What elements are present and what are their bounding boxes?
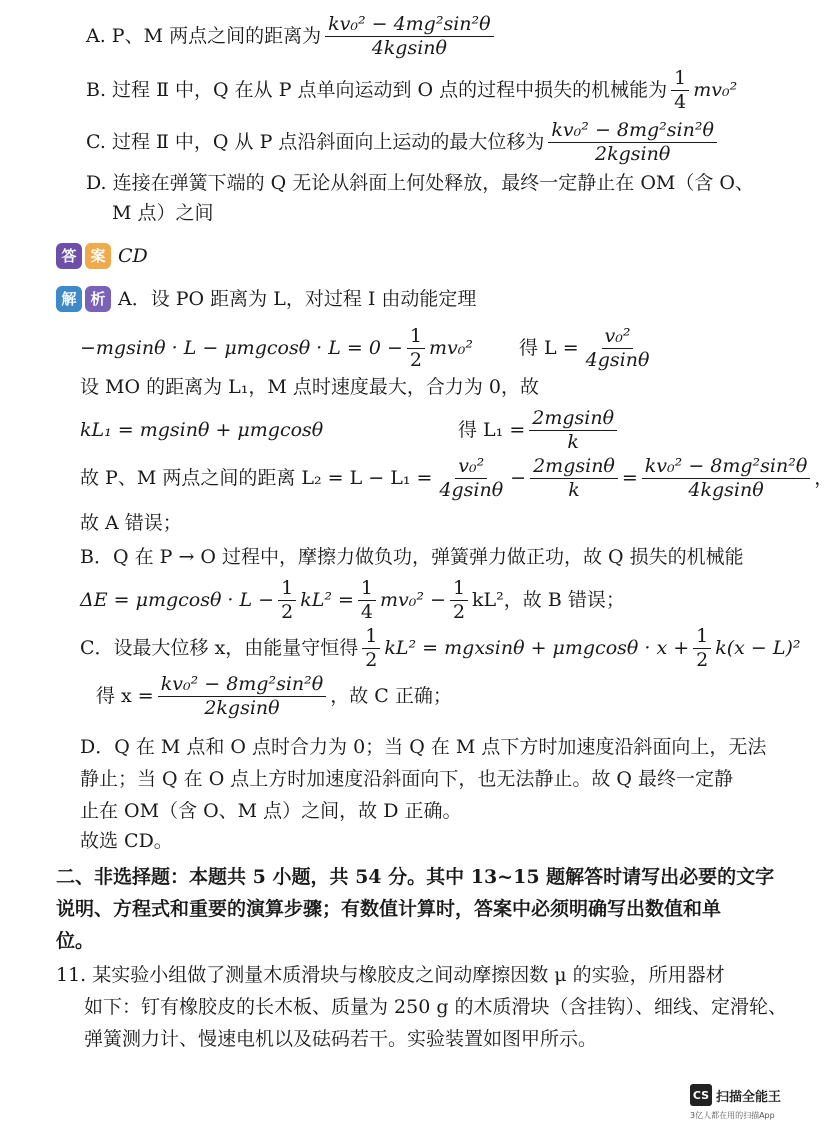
option-d-line1: D. 连接在弹簧下端的 Q 无论从斜面上何处释放，最终一定静止在 OM（含 O、 [86, 172, 754, 194]
analysis-line: 得 x = $\frac{\text{kv₀² − 8mg²sin²θ}}{2kgsin\theta}$ ，故 C 正确； [96, 673, 452, 719]
fraction: $\frac{2mgsin\theta}{k}$ [529, 408, 617, 453]
analysis-line: 故 A 错误； [80, 512, 182, 534]
question-11: 如下：钉有橡胶皮的长木板、质量为 250 g 的木质滑块（含挂钩）、细线、定滑轮、 [84, 996, 788, 1018]
fraction: $\frac{1}{2}$ [450, 578, 468, 623]
answer-row [56, 243, 148, 269]
analysis-line: 止在 OM（含 O、M 点）之间，故 D 正确。 [80, 800, 462, 822]
fraction: $\frac{1}{2}$ [693, 626, 711, 671]
option-a: A. P、M 两点之间的距离为 $\frac{\text{kv₀² − 4mg²sin²θ}}{4kgsin\theta}$ [86, 14, 498, 59]
fraction: $\frac{\text{v₀²}}{4gsin\theta}$ [585, 325, 650, 371]
scanner-watermark: CS 扫描全能王 [690, 1084, 781, 1106]
section-heading: 位。 [56, 930, 95, 952]
question-11: 弹簧测力计、慢速电机以及砝码若干。实验装置如图甲所示。 [84, 1028, 598, 1050]
fraction: $\frac{\text{kv₀² − 8mg²sin²θ}}{2kgsin\theta}$ [548, 120, 716, 165]
fraction: $\frac{\text{kv₀² − 8mg²sin²θ}}{2kgsin\theta}$ [158, 674, 326, 719]
answer-value: CD [118, 244, 148, 267]
fraction: $\frac{\text{kv₀² − 8mg²sin²θ}}{4kgsin\theta}$ [642, 456, 810, 501]
analysis-line: 解 析 A．设 PO 距离为 L，对过程 Ⅰ 由动能定理 [56, 286, 476, 312]
analysis-line: ΔE = μmgcosθ · L − $\frac{1}{2}$ kL² = $\frac{1}{4}$ mv₀² − $\frac{1}{2}$ kL²，故 B 错误； [80, 577, 625, 623]
section-heading: 说明、方程式和重要的演算步骤；有数值计算时，答案中必须明确写出数值和单 [56, 898, 722, 920]
fraction: $\frac{1}{2}$ [362, 626, 380, 671]
question-11: 11. 某实验小组做了测量木质滑块与橡胶皮之间动摩擦因数 μ 的实验，所用器材 [56, 964, 725, 986]
fraction: $\frac{1}{2}$ [278, 578, 296, 623]
option-d-line2: M 点）之间 [112, 202, 214, 224]
fraction: $\frac{1}{4}$ [358, 578, 376, 623]
analysis-badge: 解 [56, 286, 82, 312]
analysis-line: 故选 CD。 [80, 830, 173, 852]
option-b: B. 过程 Ⅱ 中，Q 在从 P 点单向运动到 O 点的过程中损失的机械能为 $\frac{1}{4}$ mv₀² [86, 67, 738, 113]
camscanner-icon: CS [690, 1084, 712, 1106]
answer-badge: 案 [85, 243, 111, 269]
watermark-subtitle: 3亿人都在用的扫描App [690, 1111, 775, 1120]
fraction: $\frac{\text{v₀²}}{4gsin\theta}$ [439, 455, 504, 501]
analysis-badge: 析 [85, 286, 111, 312]
analysis-line: 故 P、M 两点之间的距离 L₂ = L − L₁ = $\frac{\text{v₀²}}{4gsin\theta}$ − $\frac{2mgsin\theta}{k}$ = $\frac{\text{kv₀² − 8mg²sin²θ}}{4kgsin\theta}$ ， [80, 455, 833, 501]
fraction: $\frac{2mgsin\theta}{k}$ [530, 456, 618, 501]
fraction: $\frac{\text{kv₀² − 4mg²sin²θ}}{4kgsin\theta}$ [325, 14, 493, 59]
answer-badge: 答 [56, 243, 82, 269]
section-heading: 二、非选择题：本题共 5 小题，共 54 分。其中 13~15 题解答时请写出必要的文字 [56, 866, 775, 888]
analysis-line: kL₁ = mgsinθ + μmgcosθ 得 L₁ = $\frac{2mgsin\theta}{k}$ [80, 408, 621, 453]
analysis-line: −mgsinθ · L − μmgcosθ · L = 0 − $\frac{1}{2}$ mv₀² 得 L = $\frac{\text{v₀²}}{4gsin\theta}$ [80, 326, 656, 371]
analysis-line: B．Q 在 P → O 过程中，摩擦力做负功，弹簧弹力做正功，故 Q 损失的机械能 [80, 546, 744, 568]
option-c: C. 过程 Ⅱ 中，Q 从 P 点沿斜面向上运动的最大位移为 $\frac{\text{kv₀² − 8mg²sin²θ}}{2kgsin\theta}$ [86, 120, 721, 165]
fraction: $\frac{1}{4}$ [671, 68, 689, 113]
fraction: $\frac{1}{2}$ [407, 326, 425, 371]
analysis-line: C．设最大位移 x，由能量守恒得 $\frac{1}{2}$ kL² = mgxsinθ + μmgcosθ · x + $\frac{1}{2}$ k(x − L)² [80, 625, 801, 671]
analysis-line: D．Q 在 M 点和 O 点时合力为 0；当 Q 在 M 点下方时加速度沿斜面向上，无法 [80, 736, 767, 758]
analysis-line: 静止；当 Q 在 O 点上方时加速度沿斜面向下，也无法静止。故 Q 最终一定静 [80, 768, 733, 790]
analysis-line: 设 MO 的距离为 L₁，M 点时速度最大，合力为 0，故 [80, 376, 540, 398]
